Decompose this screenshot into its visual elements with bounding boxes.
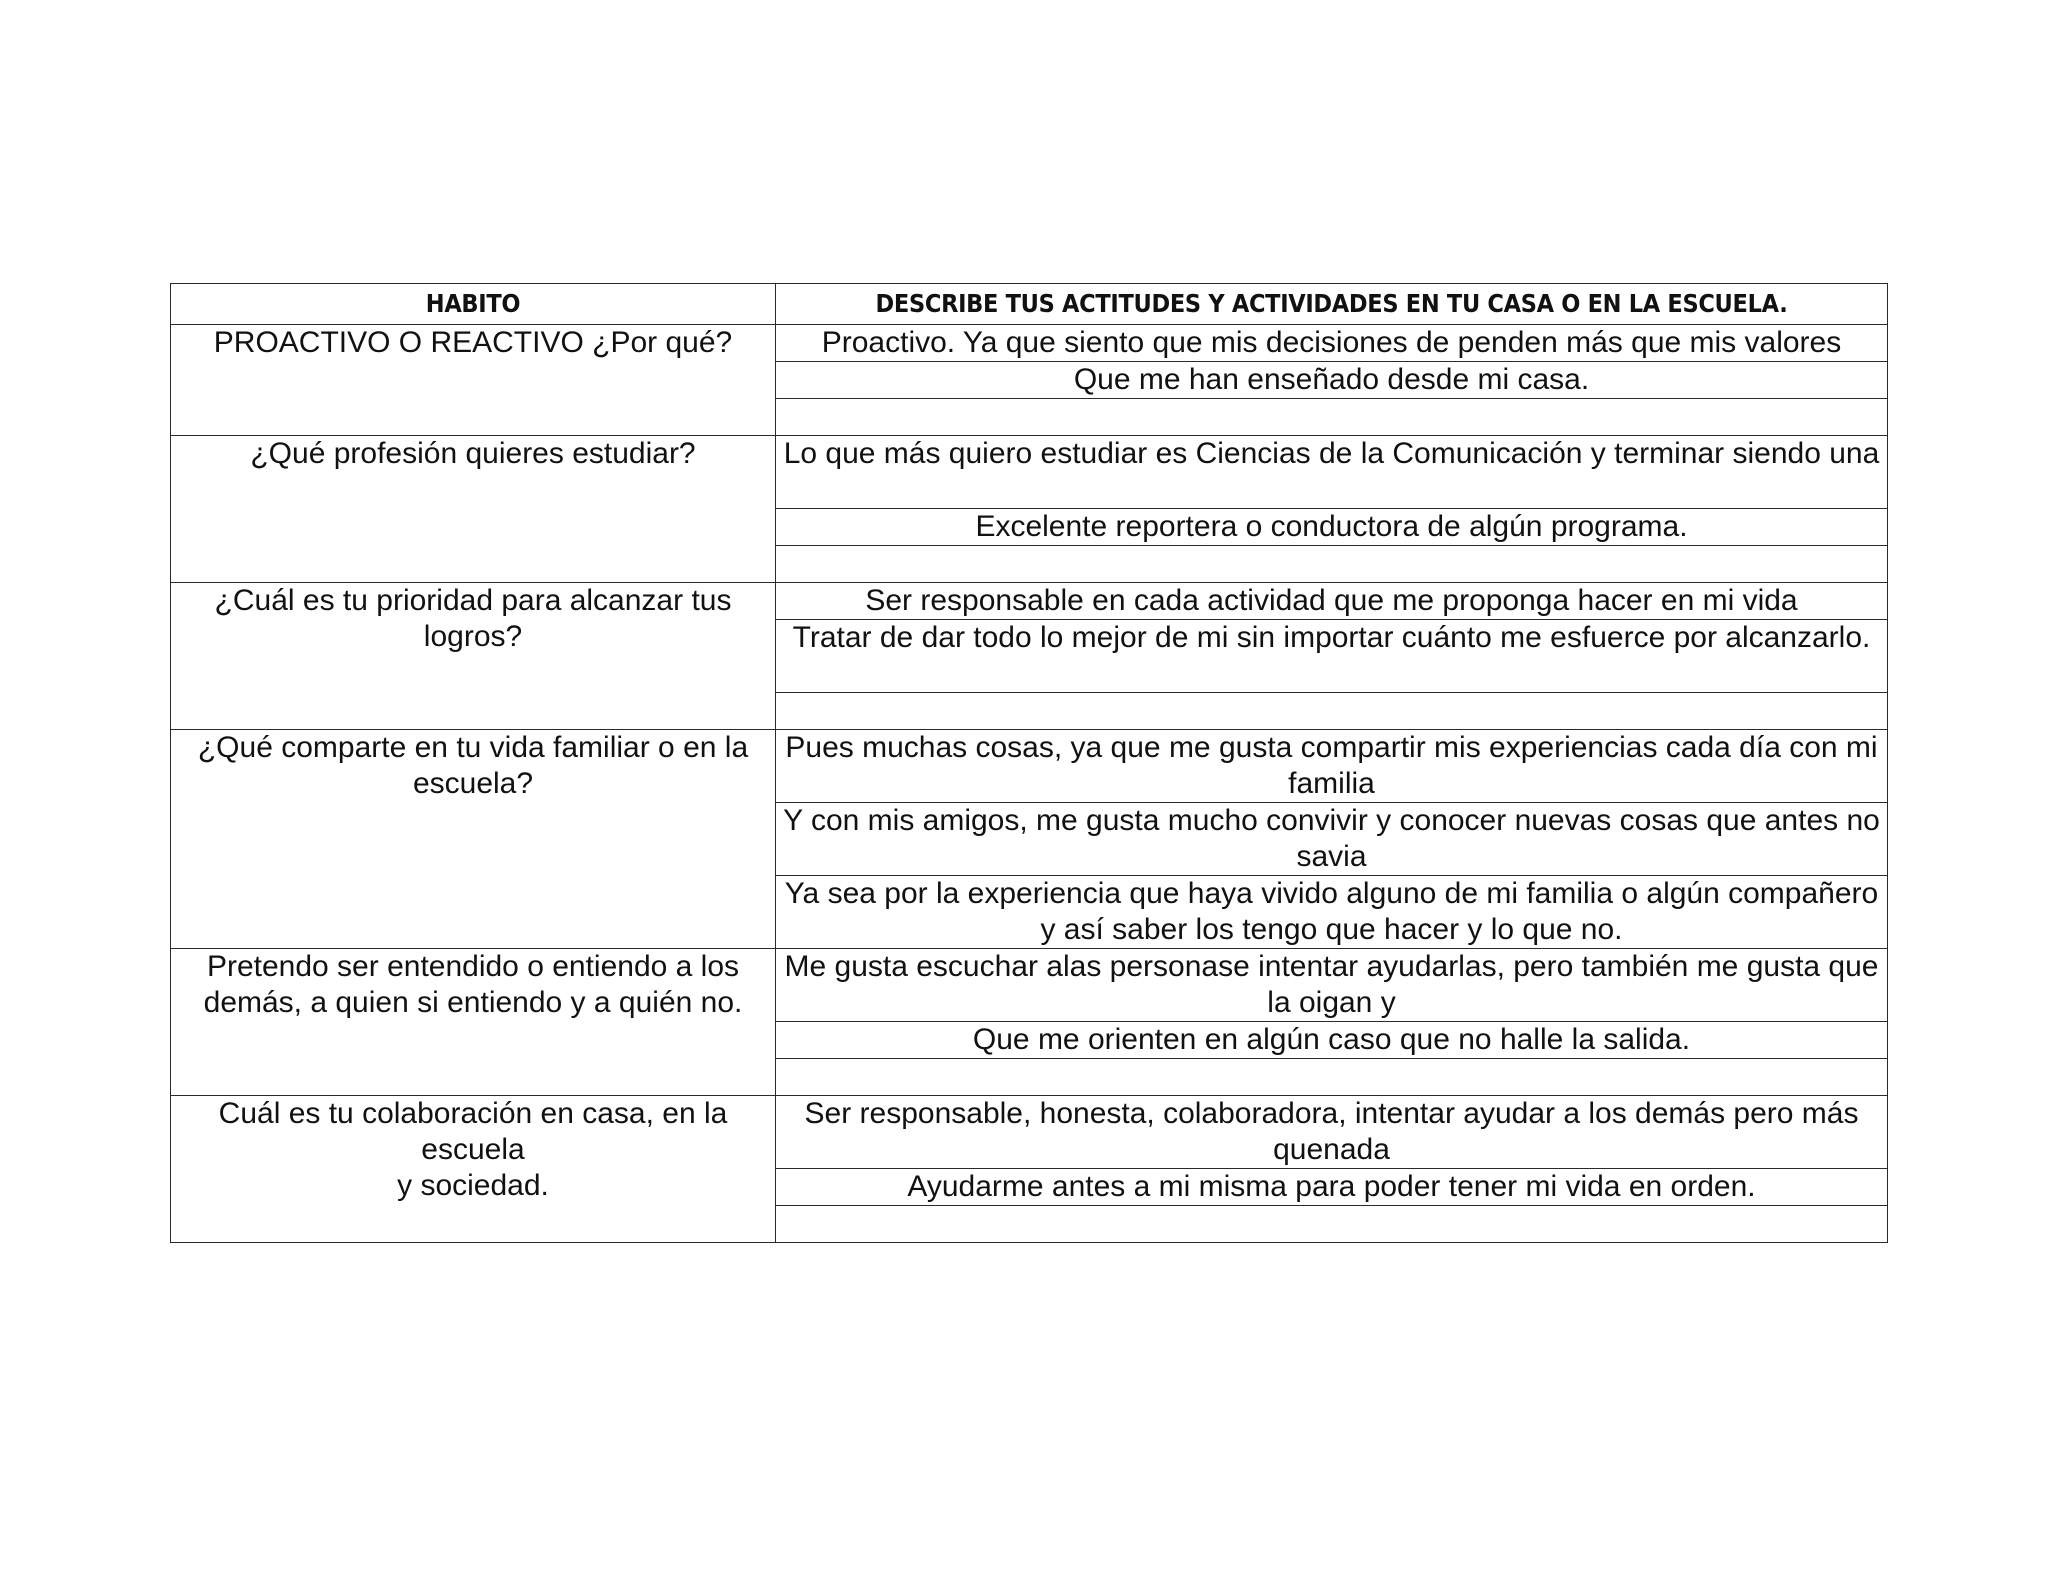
answer-cell: Me gusta escuchar alas personase intentar ayudarlas, pero también me gusta que la oigan y [776, 949, 1888, 1022]
answer-cell: Excelente reportera o conductora de algún programa. [776, 509, 1888, 546]
answer-cell: Ayudarme antes a mi misma para poder tener mi vida en orden. [776, 1169, 1888, 1206]
answer-cell-empty [776, 693, 1888, 730]
table-row [171, 325, 1888, 362]
answer-cell-empty [776, 1059, 1888, 1096]
table-row [171, 1096, 1888, 1169]
answer-cell: Proactivo. Ya que siento que mis decisiones de penden más que mis valores [776, 325, 1888, 362]
answer-cell: Pues muchas cosas, ya que me gusta compartir mis experiencias cada día con mi familia [776, 730, 1888, 803]
answer-cell: Ser responsable en cada actividad que me proponga hacer en mi vida [776, 583, 1888, 620]
answer-cell: Lo que más quiero estudiar es Ciencias de la Comunicación y terminar siendo una [776, 436, 1888, 509]
header-habit: HABITO [171, 284, 776, 325]
table-row [171, 583, 1888, 620]
answer-cell: Y con mis amigos, me gusta mucho convivir y conocer nuevas cosas que antes no savia [776, 803, 1888, 876]
question-cell: ¿Cuál es tu prioridad para alcanzar tus logros? [171, 583, 776, 730]
table-row [171, 730, 1888, 803]
table-row [171, 949, 1888, 1022]
question-cell: ¿Qué comparte en tu vida familiar o en la escuela? [171, 730, 776, 949]
header-describe: DESCRIBE TUS ACTITUDES Y ACTIVIDADES EN TU CASA O EN LA ESCUELA. [776, 284, 1888, 325]
answer-cell: Que me han enseñado desde mi casa. [776, 362, 1888, 399]
question-cell: Cuál es tu colaboración en casa, en la escuela y sociedad. [171, 1096, 776, 1243]
question-cell: PROACTIVO O REACTIVO ¿Por qué? [171, 325, 776, 436]
answer-cell-empty [776, 1206, 1888, 1243]
table-row [171, 436, 1888, 509]
answer-cell-empty [776, 546, 1888, 583]
answer-cell: Ya sea por la experiencia que haya vivido alguno de mi familia o algún compañero y así saber los tengo que hacer y lo que no. [776, 876, 1888, 949]
answer-cell: Tratar de dar todo lo mejor de mi sin importar cuánto me esfuerce por alcanzarlo. [776, 620, 1888, 693]
answer-cell-empty [776, 399, 1888, 436]
answer-cell: Que me orienten en algún caso que no halle la salida. [776, 1022, 1888, 1059]
question-cell: Pretendo ser entendido o entiendo a los demás, a quien si entiendo y a quién no. [171, 949, 776, 1096]
answer-cell: Ser responsable, honesta, colaboradora, intentar ayudar a los demás pero más quenada [776, 1096, 1888, 1169]
habits-table [170, 283, 1888, 1243]
header-row [171, 284, 1888, 325]
question-cell: ¿Qué profesión quieres estudiar? [171, 436, 776, 583]
